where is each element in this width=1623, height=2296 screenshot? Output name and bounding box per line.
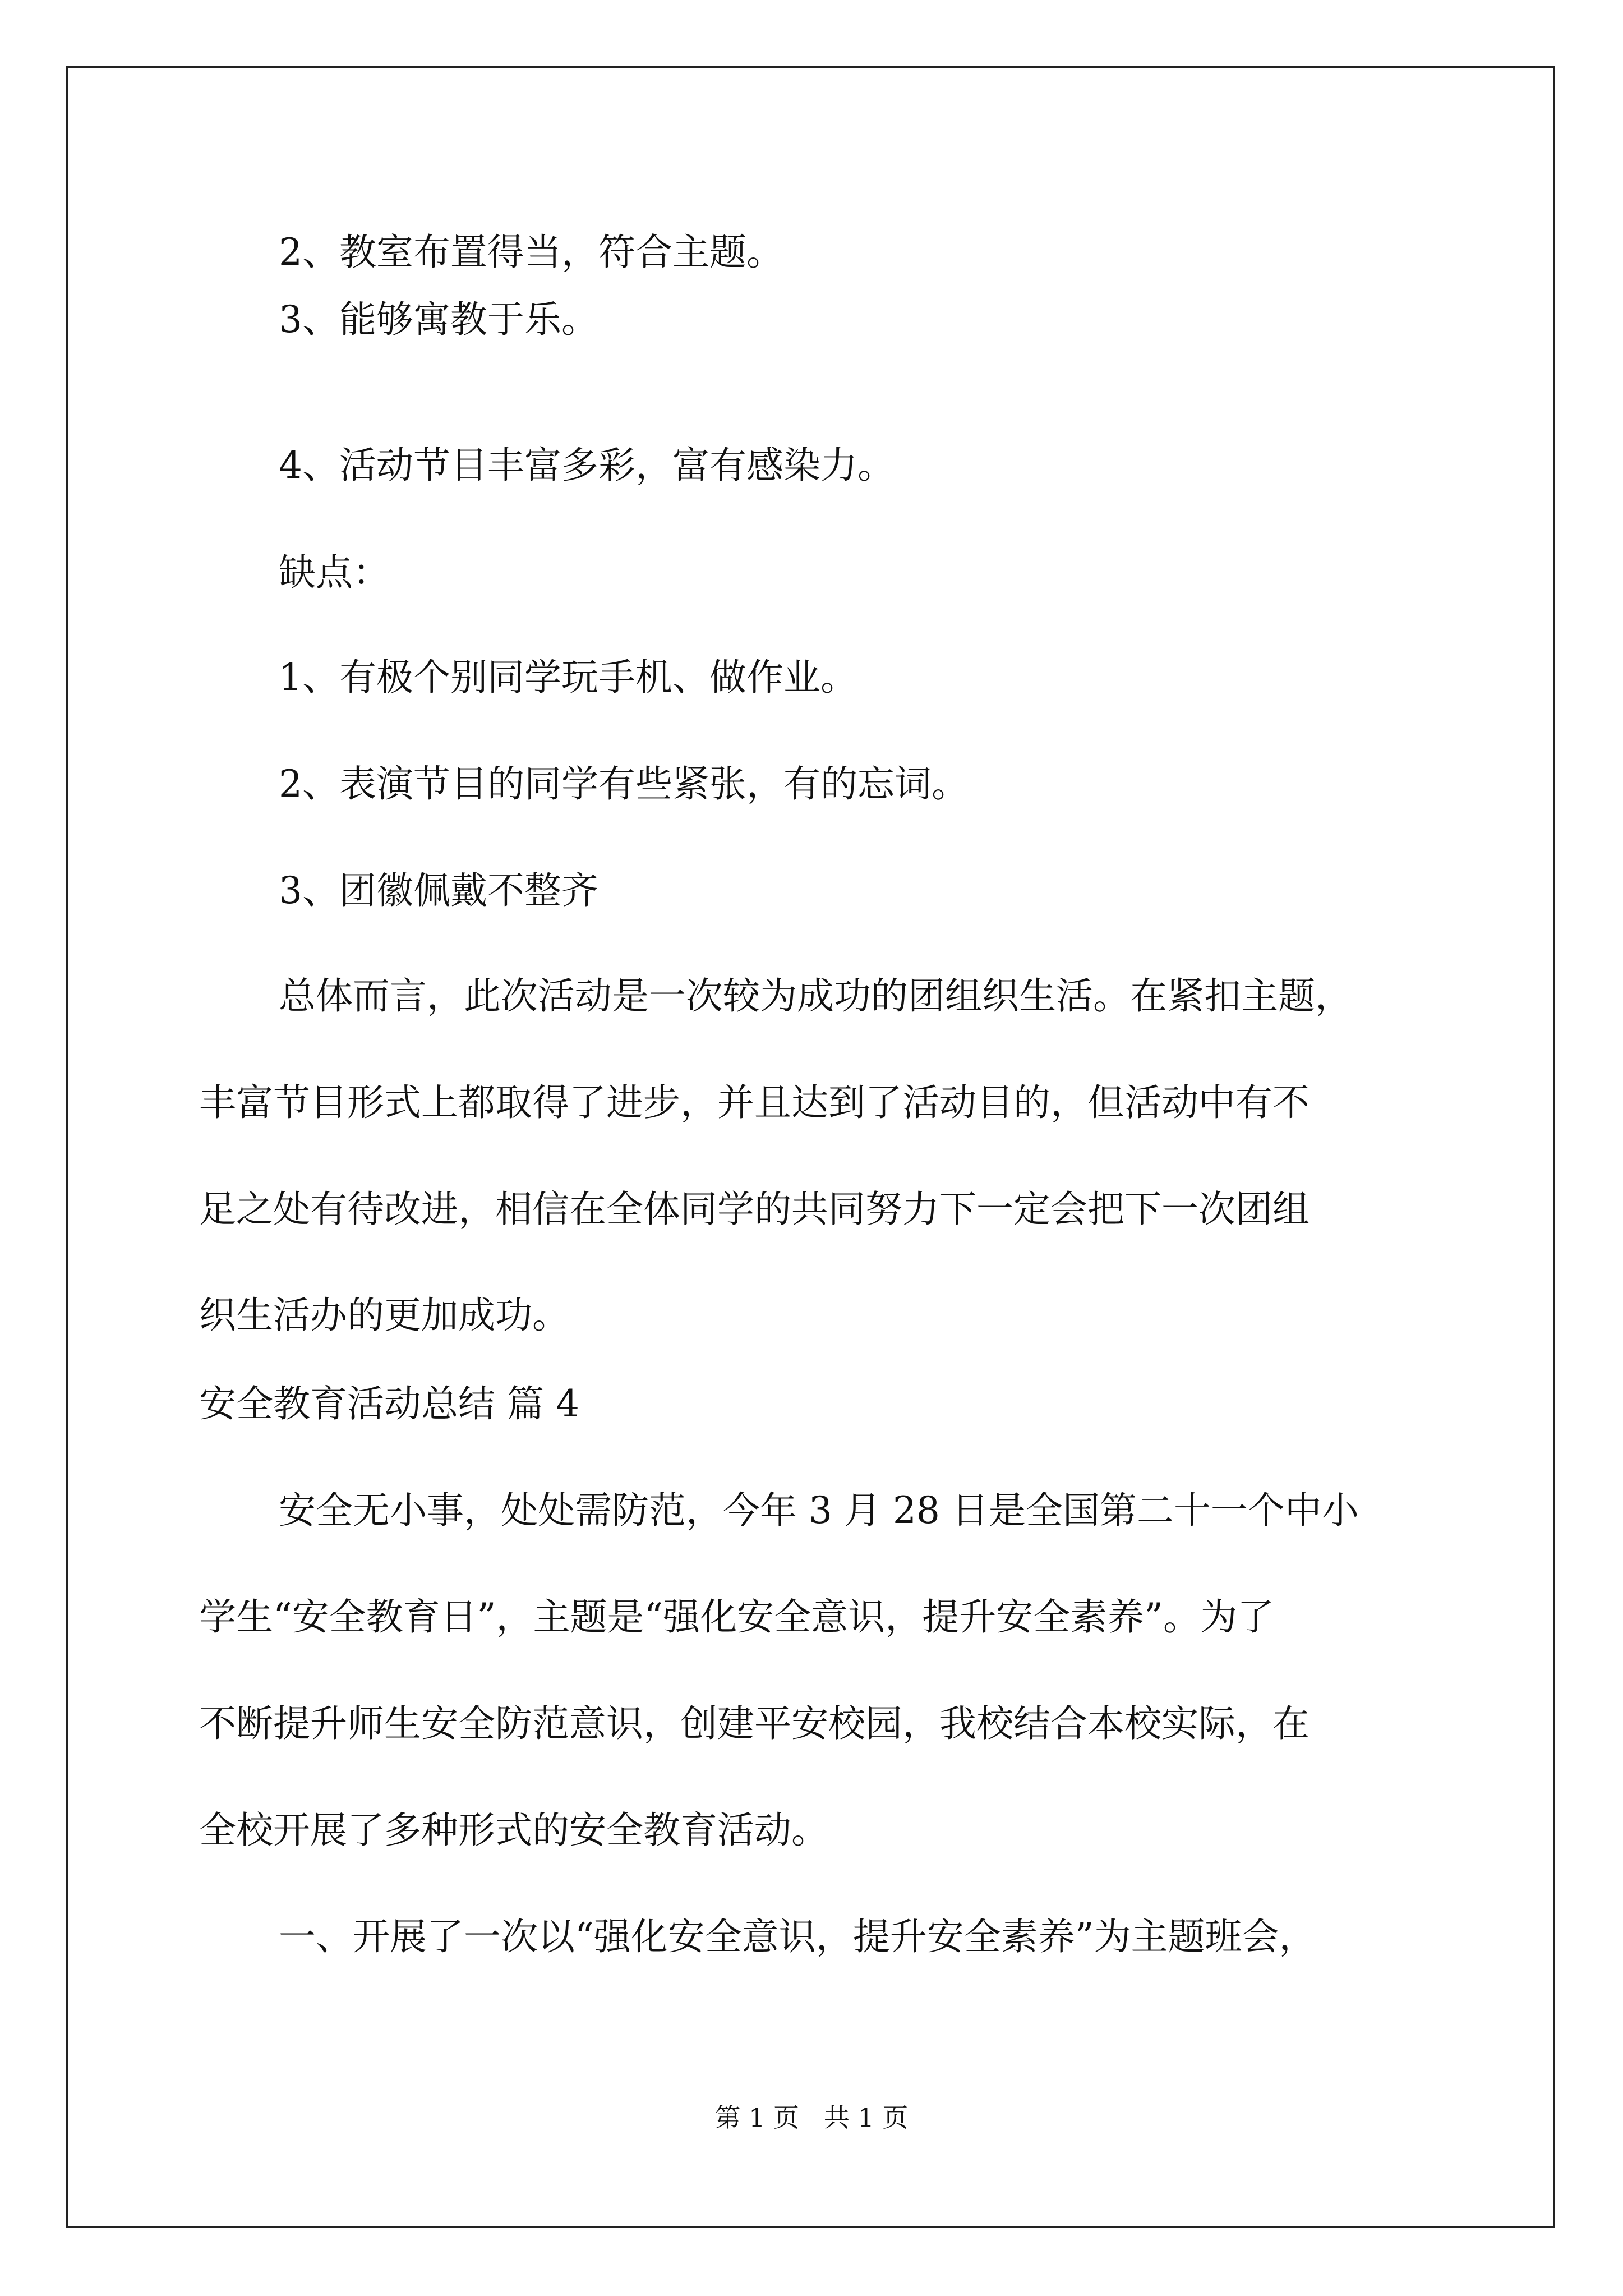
list-item-merit-3: 3、能够寓教于乐。 xyxy=(279,298,598,341)
body-paragraph-line: 一、开展了一次以“强化安全意识，提升安全素养”为主题班会， xyxy=(279,1915,1316,1958)
list-item-fault-1: 1、有极个别同学玩手机、做作业。 xyxy=(279,656,857,699)
list-item-fault-3: 3、团徽佩戴不整齐 xyxy=(279,869,598,912)
body-paragraph-line: 全校开展了多种形式的安全教育活动。 xyxy=(199,1809,828,1852)
section-heading: 安全教育活动总结 篇 4 xyxy=(199,1382,579,1425)
summary-paragraph-line: 丰富节目形式上都取得了进步，并且达到了活动目的，但活动中有不 xyxy=(199,1081,1310,1124)
summary-paragraph-line: 总体而言，此次活动是一次较为成功的团组织生活。在紧扣主题， xyxy=(279,974,1352,1018)
summary-paragraph-line: 足之处有待改进，相信在全体同学的共同努力下一定会把下一次团组 xyxy=(199,1188,1310,1231)
list-item-merit-4: 4、活动节目丰富多彩，富有感染力。 xyxy=(279,444,895,487)
shortcomings-heading: 缺点： xyxy=(279,551,390,594)
page-number-footer: 第 1 页 共 1 页 xyxy=(714,2102,909,2133)
body-paragraph-line: 不断提升师生安全防范意识，创建平安校园，我校结合本校实际，在 xyxy=(199,1702,1310,1745)
body-paragraph-line: 安全无小事，处处需防范，今年 3 月 28 日是全国第二十一个中小 xyxy=(279,1489,1359,1532)
list-item-fault-2: 2、表演节目的同学有些紧张，有的忘词。 xyxy=(279,762,969,806)
list-item-merit-2: 2、教室布置得当，符合主题。 xyxy=(279,231,783,274)
page-border xyxy=(66,66,1555,2228)
summary-paragraph-line: 织生活办的更加成功。 xyxy=(199,1294,569,1337)
body-paragraph-line: 学生“安全教育日”，主题是“强化安全意识，提升安全素养”。为了 xyxy=(199,1595,1274,1639)
